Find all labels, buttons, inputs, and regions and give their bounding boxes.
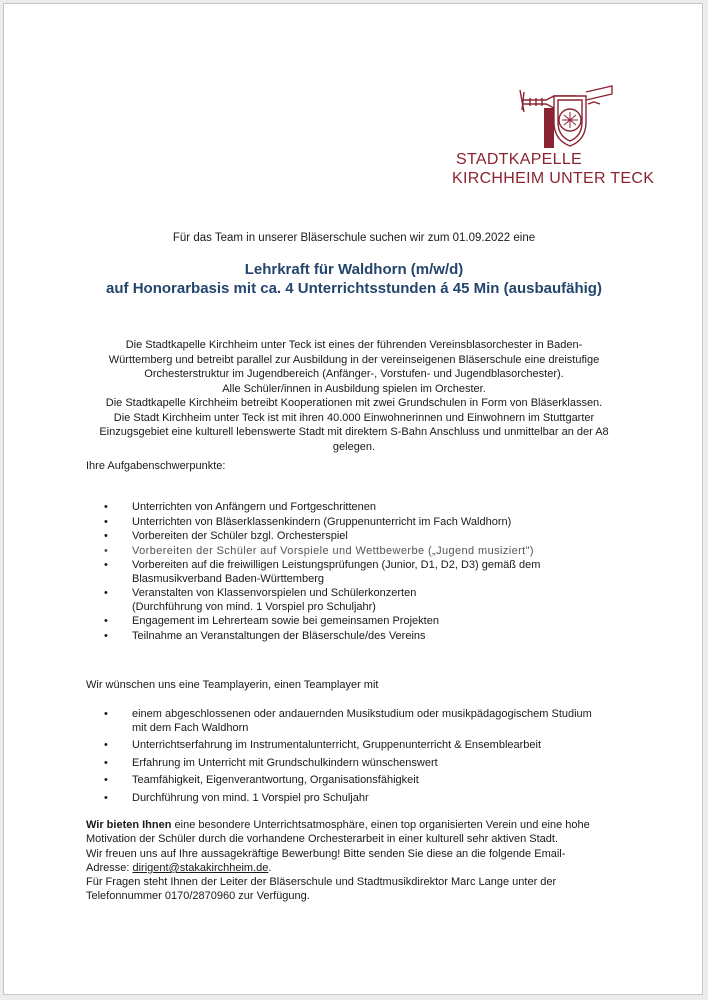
logo-line-1: STADTKAPELLE	[456, 151, 583, 168]
description-line: gelegen.	[332, 440, 376, 453]
logo	[452, 82, 655, 194]
description-line: Die Stadtkapelle Kirchheim unter Teck ist eines der führenden Vereinsblasorchester in Baden-	[125, 339, 583, 351]
list-item-text: einem abgeschlossenen oder andauernden Musikstudium oder musikpädagogischem Studium	[132, 708, 592, 720]
bullet-icon: •	[104, 756, 108, 769]
bullet-icon: •	[104, 615, 108, 627]
description-line: Die Stadtkapelle Kirchheim betreibt Kooperationen mit zwei Grundschulen in Form von Bläserklassen.	[105, 397, 603, 409]
offer-bold-text: Wir bieten Ihnen	[86, 819, 172, 831]
description-line: Orchesterstruktur im Jugendbereich (Anfänger-, Vorstufen- und Jugendblasorchester).	[144, 368, 564, 380]
list-item-text: Engagement im Lehrerteam sowie bei gemeinsamen Projekten	[132, 615, 439, 627]
list-item-text: Teilnahme an Veranstaltungen der Bläserschule/des Vereins	[132, 629, 426, 642]
bullet-icon: •	[104, 544, 109, 557]
closing-text: Motivation der Schüler durch die vorhandene Orchesterarbeit in einer kulturell sehr aktiven Stadt.	[86, 833, 559, 846]
closing-paragraph	[86, 818, 626, 904]
list-item	[104, 739, 614, 753]
list-item	[104, 516, 614, 530]
closing-text: eine besondere Unterrichtsatmosphäre, einen top organisierten Verein und eine hohe	[171, 819, 590, 831]
list-item-text: Durchführung von mind. 1 Vorspiel pro Schuljahr	[132, 791, 369, 804]
description-line: Einzugsgebiet eine kulturell lebenswerte Stadt mit direktem S-Bahn Anschluss und unmittelbar an der A8	[99, 426, 609, 438]
organization-description	[84, 338, 624, 454]
list-item	[104, 774, 614, 788]
list-item-text: Vorbereiten der Schüler auf Vorspiele und Wettbewerbe („Jugend musiziert")	[132, 544, 534, 557]
tasks-heading: Ihre Aufgabenschwerpunkte:	[86, 460, 226, 472]
closing-text: Telefonnummer 0170/2870960 zur Verfügung.	[86, 890, 310, 903]
list-item	[104, 545, 614, 559]
document-page	[3, 3, 703, 995]
list-item-text: Blasmusikverband Baden-Württemberg	[132, 572, 324, 585]
list-item	[104, 530, 614, 544]
closing-text: Wir freuen uns auf Ihre aussagekräftige Bewerbung! Bitte senden Sie diese an die folgende Email-	[86, 847, 566, 860]
list-item	[104, 708, 614, 735]
list-item-text: Teamfähigkeit, Eigenverantwortung, Organisationsfähigkeit	[132, 774, 419, 786]
job-title-line-1: Lehrkraft für Waldhorn (m/w/d)	[244, 261, 464, 278]
list-item	[104, 615, 614, 629]
list-item-text: Erfahrung im Unterricht mit Grundschulkindern wünschenswert	[132, 756, 438, 769]
profile-heading: Wir wünschen uns eine Teamplayerin, einen Teamplayer mit	[86, 679, 379, 691]
description-line: Die Stadt Kirchheim unter Teck ist mit ihren 40.000 Einwohnerinnen und Einwohnern im Stuttgarter	[113, 411, 595, 424]
job-title	[4, 260, 704, 298]
list-item-text: Unterrichten von Anfängern und Fortgeschrittenen	[132, 501, 376, 513]
profile-list	[104, 708, 614, 809]
closing-text: Adresse:	[86, 861, 133, 874]
bullet-icon: •	[104, 774, 108, 786]
list-item	[104, 559, 614, 586]
description-line: Alle Schüler/innen in Ausbildung spielen im Orchester.	[222, 382, 486, 395]
list-item	[104, 757, 614, 771]
trumpet-crest-icon	[516, 82, 616, 150]
closing-text: .	[268, 861, 272, 874]
bullet-icon: •	[104, 530, 108, 542]
list-item-text: Veranstalten von Klassenvorspielen und Schülerkonzerten	[132, 587, 417, 599]
bullet-icon: •	[104, 791, 108, 804]
job-title-line-2: auf Honorarbasis mit ca. 4 Unterrichtsstunden á 45 Min (ausbaufähig)	[106, 280, 602, 297]
bullet-icon: •	[104, 559, 108, 571]
bullet-icon: •	[104, 629, 108, 642]
logo-line-2: KIRCHHEIM UNTER TECK	[452, 170, 655, 187]
description-line: Württemberg und betreibt parallel zur Ausbildung in der vereinseigenen Bläserschule eine dreistufige	[108, 353, 600, 366]
list-item-text: Vorbereiten der Schüler bzgl. Orchesterspiel	[132, 530, 348, 542]
logo-wordmark	[452, 150, 655, 188]
email-link[interactable]: dirigent@stakakirchheim.de	[132, 861, 269, 874]
bullet-icon: •	[104, 587, 108, 599]
bullet-icon: •	[104, 708, 108, 720]
bullet-icon: •	[104, 501, 108, 513]
list-item-text: Vorbereiten auf die freiwilligen Leistungsprüfungen (Junior, D1, D2, D3) gemäß dem	[132, 559, 541, 571]
list-item	[104, 587, 614, 614]
list-item	[104, 792, 614, 806]
list-item-text: Unterrichtserfahrung im Instrumentalunterricht, Gruppenunterricht & Ensemblearbeit	[132, 739, 542, 751]
list-item-text: Unterrichten von Bläserklassenkindern (Gruppenunterricht im Fach Waldhorn)	[132, 515, 512, 528]
bullet-icon: •	[104, 515, 108, 528]
list-item	[104, 630, 614, 644]
tasks-list	[104, 501, 614, 644]
list-item-text: (Durchführung von mind. 1 Vorspiel pro Schuljahr)	[132, 600, 376, 613]
closing-text: Für Fragen steht Ihnen der Leiter der Bläserschule und Stadtmusikdirektor Marc Lange unter der	[86, 876, 557, 889]
list-item	[104, 501, 614, 515]
list-item-text: mit dem Fach Waldhorn	[132, 721, 249, 734]
intro-text: Für das Team in unserer Bläserschule suchen wir zum 01.09.2022 eine	[172, 232, 536, 244]
bullet-icon: •	[104, 739, 108, 751]
